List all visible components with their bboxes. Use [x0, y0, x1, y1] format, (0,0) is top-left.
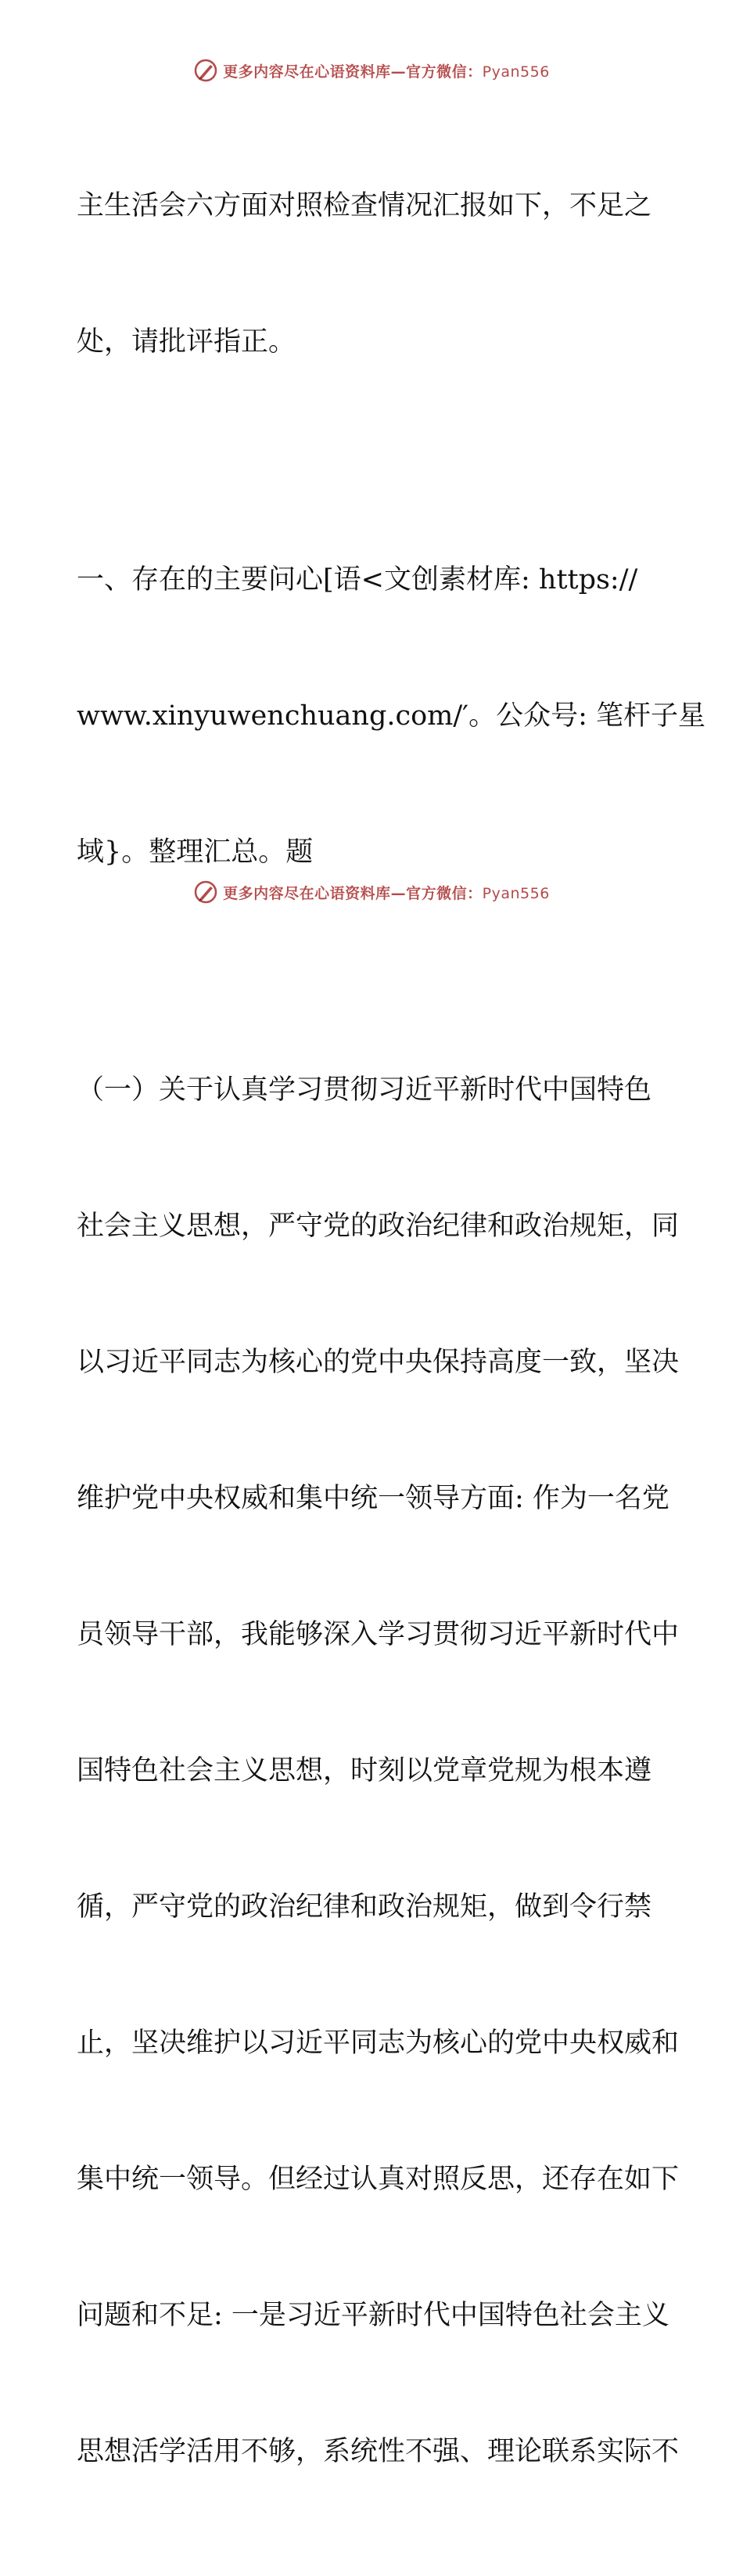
- text-line: 思想活学活用不够，系统性不强、理论联系实际不: [77, 2436, 680, 2467]
- text-line: （一）关于认真学习贯彻习近平新时代中国特色: [77, 1074, 652, 1106]
- text-line: www.xinyuwenchuang.com/′。公众号: 笔杆子星: [77, 700, 705, 732]
- text-line: 维护党中央权威和集中统一领导方面: 作为一名党: [77, 1483, 669, 1514]
- text-line: 以习近平同志为核心的党中央保持高度一致，坚决: [77, 1347, 680, 1378]
- paragraph-section-one: [77, 977, 680, 2565]
- text-line: 止，坚决维护以习近平同志为核心的党中央权威和: [77, 2027, 680, 2059]
- text-line: 一、存在的主要问心[语<文创素材库: https://: [77, 564, 638, 595]
- text-line: 员领导干部，我能够深入学习贯彻习近平新时代中: [77, 1619, 680, 1650]
- quill-pen-logo-icon: [193, 58, 218, 83]
- paragraph-intro: [77, 92, 671, 455]
- text-line: 社会主义思想，严守党的政治纪律和政治规矩，同: [77, 1211, 680, 1242]
- document-body: [77, 92, 705, 2576]
- text-line: 主生活会六方面对照检查情况汇报如下，不足之: [77, 190, 652, 221]
- footer-watermark: [0, 876, 743, 908]
- text-line: 循，严守党的政治纪律和政治规矩，做到令行禁: [77, 1891, 652, 1923]
- watermark-text: 更多内容尽在心语资料库—官方微信：Pyan556: [223, 63, 550, 81]
- text-line: 国特色社会主义思想，时刻以党章党规为根本遵: [77, 1755, 652, 1786]
- text-line: 处，请批评指正。: [77, 326, 296, 358]
- header-watermark: [0, 55, 743, 86]
- text-line: 集中统一领导。但经过认真对照反思，还存在如下: [77, 2164, 680, 2195]
- quill-pen-logo-icon: [193, 880, 218, 905]
- watermark-text: 更多内容尽在心语资料库—官方微信：Pyan556: [223, 884, 550, 902]
- text-line: 域}。整理汇总。题: [77, 836, 314, 868]
- text-line: 问题和不足: 一是习近平新时代中国特色社会主义: [77, 2300, 669, 2331]
